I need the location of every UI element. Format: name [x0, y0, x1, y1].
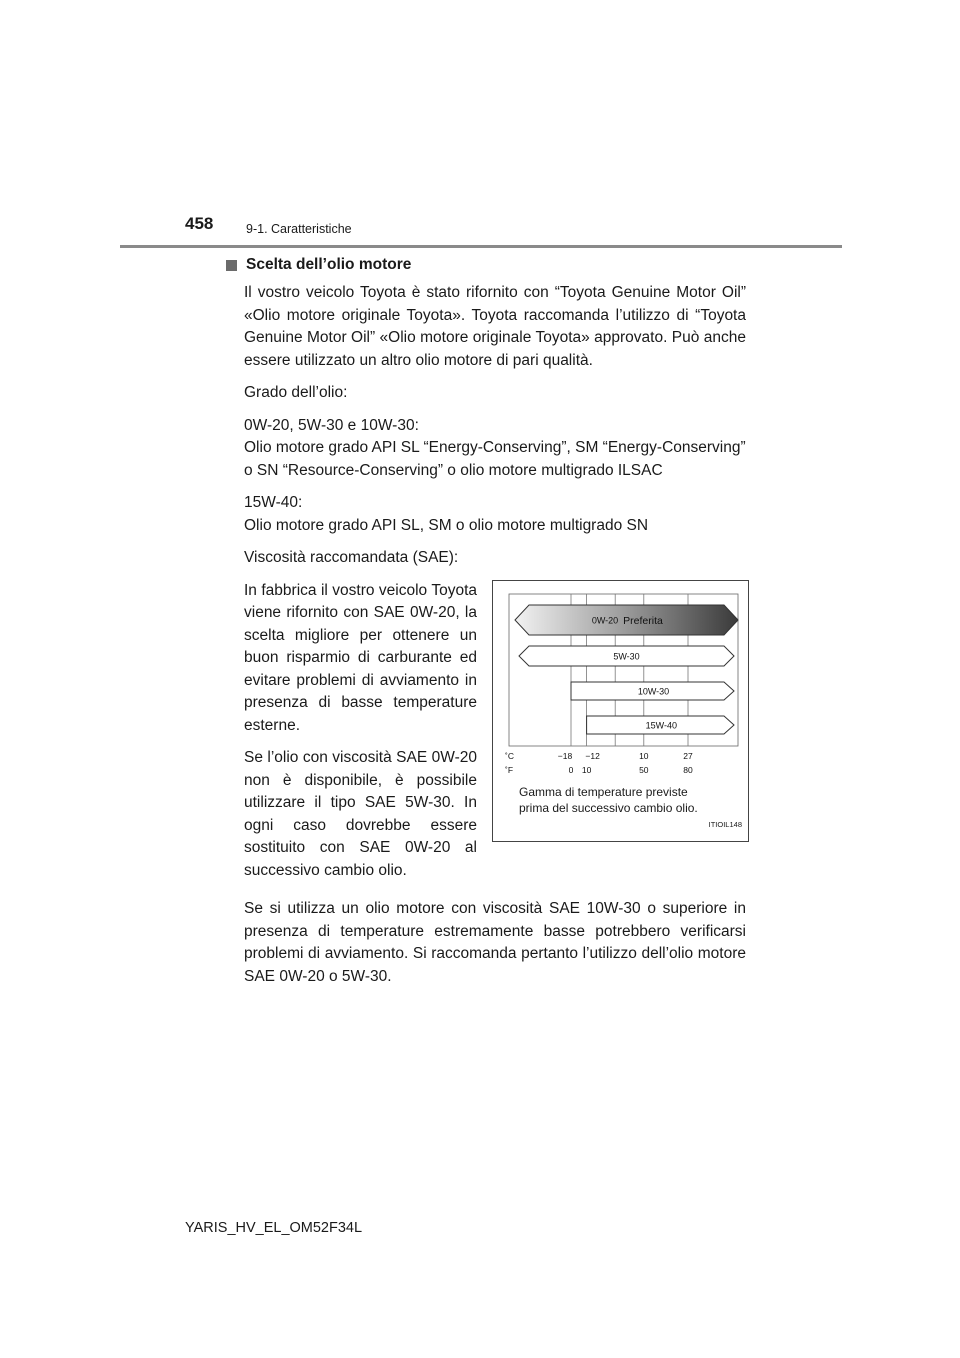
grade-1-text: Olio motore grado API SL “Energy-Conserving”, SM “Energy-Conserving” o SN “Resource-Conserving” o olio motore multigrado ILSAC	[244, 439, 746, 479]
figure-code: ITIOIL148	[708, 820, 742, 829]
chart-caption-line-1: Gamma di temperature previste	[519, 784, 688, 799]
viscosity-label: Viscosità raccomandata (SAE):	[244, 549, 459, 566]
grade-2-block	[244, 492, 746, 537]
grade-label: Grado dell’olio:	[244, 384, 348, 401]
oil-grade-label-10w-30: 10W-30	[637, 686, 670, 696]
footer-model-code: YARIS_HV_EL_OM52F34L	[185, 1220, 363, 1236]
preferred-note: Preferita	[623, 614, 663, 627]
celsius-unit-label: ˚C	[505, 750, 514, 761]
viscosity-text-column	[244, 580, 477, 893]
fahrenheit-tick-label: 0	[568, 764, 574, 775]
alternative-paragraph: Se l’olio con viscosità SAE 0W-20 non è disponibile, è possibile utilizzare il tipo SAE 5W-30. In ogni caso dovrebbe essere sostituito con SAE 0W-20 al successivo cambio olio.	[244, 749, 477, 879]
section-heading	[226, 254, 746, 276]
celsius-tick-label: 27	[683, 750, 693, 761]
section-label: 9-1. Caratteristiche	[246, 222, 352, 236]
fahrenheit-tick-label: 10	[581, 764, 592, 775]
main-content	[226, 254, 746, 998]
chart-caption	[519, 784, 698, 816]
grade-2-text: Olio motore grado API SL, SM o olio motore multigrado SN	[244, 516, 649, 534]
oil-grade-label-0w-20: 0W-20	[591, 615, 619, 625]
celsius-tick-label: −12	[585, 750, 600, 761]
grade-1-title: 0W-20, 5W-30 e 10W-30:	[244, 416, 419, 434]
square-bullet-icon	[226, 260, 237, 271]
fahrenheit-unit-label: ˚F	[505, 764, 514, 775]
factory-paragraph: In fabbrica il vostro veicolo Toyota viene rifornito con SAE 0W-20, la scelta migliore per ottenere un buon risparmio di carburante ed evitare problemi di avviamento in presenza di basse temperature esterne.	[244, 581, 477, 734]
header-rule	[120, 245, 842, 248]
oil-grade-label-5w-30: 5W-30	[613, 651, 640, 661]
section-body	[244, 282, 746, 988]
oil-grade-label-15w-40: 15W-40	[645, 720, 677, 730]
fahrenheit-tick-label: 50	[639, 764, 649, 775]
grade-2-title: 15W-40:	[244, 494, 303, 511]
fahrenheit-tick-label: 80	[683, 764, 693, 775]
viscosity-chart-figure	[492, 580, 749, 842]
viscosity-section	[244, 580, 746, 893]
page-number: 458	[185, 214, 214, 233]
warning-paragraph: Se si utilizza un olio motore con viscosità SAE 10W-30 o superiore in presenza di temperature estremamente basse potrebbero verificarsi problemi di avviamento. Si raccomanda pertanto l’utilizzo dell’olio motore SAE 0W-20 o 5W-30.	[244, 900, 746, 985]
celsius-tick-label: −18	[557, 750, 573, 761]
intro-paragraph: Il vostro veicolo Toyota è stato rifornito con “Toyota Genuine Motor Oil” «Olio motore originale Toyota». Toyota raccomanda l’utilizzo di “Toyota Genuine Motor Oil” «Olio motore originale Toyota» approvato. Può anche essere utilizzato un altro olio motore di pari qualità.	[244, 284, 746, 369]
grade-1-block	[244, 415, 746, 483]
section-heading-text: Scelta dell’olio motore	[246, 256, 412, 273]
celsius-tick-label: 10	[639, 750, 649, 761]
chart-caption-line-2: prima del successivo cambio olio.	[519, 800, 698, 815]
